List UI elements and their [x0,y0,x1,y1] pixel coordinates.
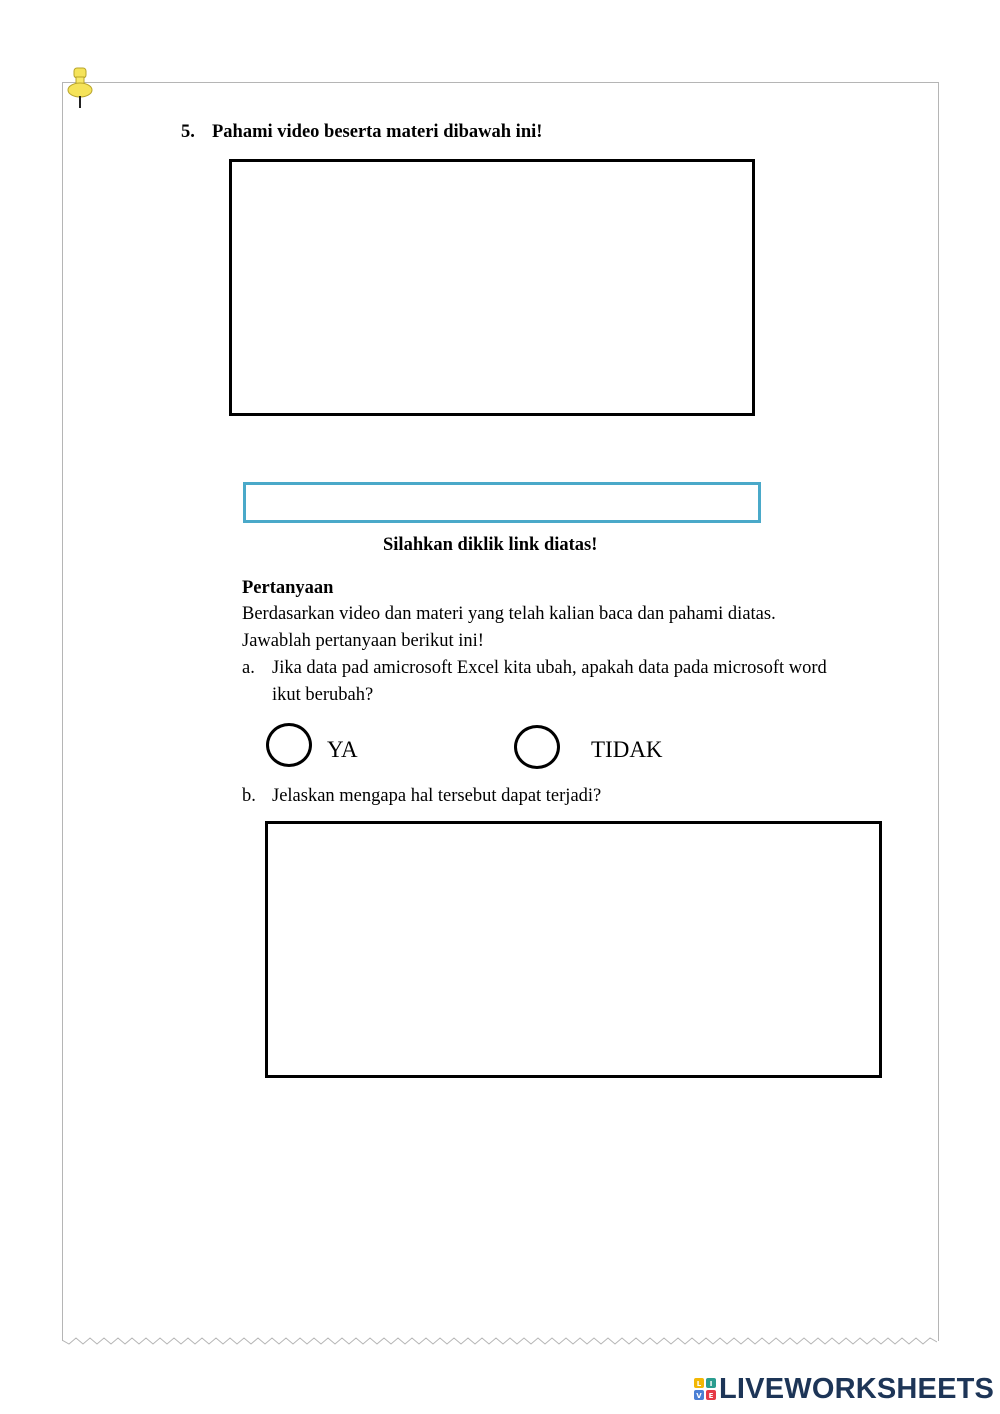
answer-textarea[interactable] [265,821,882,1078]
brand-logo[interactable] [694,1372,994,1406]
question-number: 5. [181,122,195,142]
section-title: Pertanyaan [242,578,334,598]
radio-ya[interactable] [266,723,312,767]
brand-name: LIVEWORKSHEETS [719,1372,995,1405]
question-a-label: a. [242,658,255,678]
svg-text:I: I [709,1380,713,1388]
question-a-text-line1: Jika data pad amicrosoft Excel kita ubah, apakah data pada microsoft word [272,658,827,678]
torn-edge [62,1334,937,1346]
link-caption: Silahkan diklik link diatas! [383,535,598,555]
radio-tidak[interactable] [514,725,560,769]
question-a-text-line2: ikut berubah? [272,685,374,705]
video-embed[interactable] [229,159,755,416]
liveworksheets-logo-icon [694,1378,716,1400]
question-text: Pahami video beserta materi dibawah ini! [212,122,543,142]
intro-line-1: Berdasarkan video dan materi yang telah kalian baca dan pahami diatas. [242,604,776,624]
question-a [242,658,827,679]
pushpin-icon [66,66,98,110]
svg-text:E: E [708,1392,714,1400]
question-b-text: Jelaskan mengapa hal tersebut dapat terjadi? [272,786,602,806]
option-ya-label: YA [327,737,358,762]
intro-line-2: Jawablah pertanyaan berikut ini! [242,631,484,651]
option-tidak-label: TIDAK [591,737,663,762]
question-b [242,786,601,807]
svg-text:V: V [696,1392,702,1400]
question-b-label: b. [242,786,256,806]
link-field[interactable] [243,482,761,523]
svg-text:L: L [696,1380,702,1388]
question-title [181,122,542,143]
